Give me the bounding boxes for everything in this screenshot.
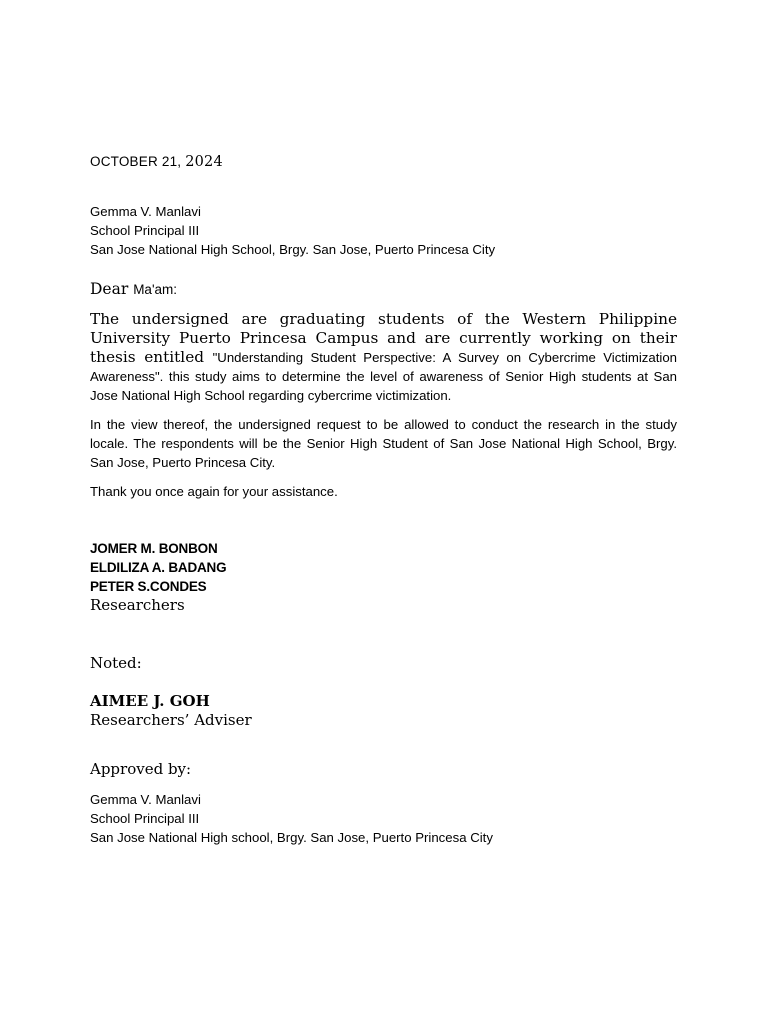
date-month-day: OCTOBER 21, [90,154,186,169]
adviser-block [90,692,252,730]
adviser-name: AIMEE J. GOH [90,692,210,710]
date-year: 2024 [185,154,223,170]
body-paragraph-1 [90,310,677,405]
salutation-maam: Ma'am: [133,282,178,297]
approver-address: San Jose National High school, Brgy. San Jose, Puerto Princesa City [90,830,493,845]
researcher-name: JOMER M. BONBON [90,541,218,556]
recipient-block [90,202,495,259]
researchers-block [90,539,226,615]
noted-label: Noted: [90,654,142,672]
paragraph-1-intro: The undersigned are graduating students of the Western Philippine University Puerto Princesa Campus and are currently working on their thesis entitled [90,310,677,366]
recipient-name: Gemma V. Manlavi [90,204,201,219]
adviser-role: Researchers’ Adviser [90,711,252,729]
paragraph-1-thesis: "Understanding Student Perspective: A Survey on Cybercrime Victimization Awareness". this study aims to determine the level of awareness of Senior High students at San Jose National High School regarding cybercrime victimization. [90,350,677,403]
recipient-address: San Jose National High School, Brgy. San Jose, Puerto Princesa City [90,242,496,257]
researcher-name: PETER S.CONDES [90,579,207,594]
letter-page [90,0,677,1024]
approver-title: School Principal III [90,811,200,826]
body-paragraph-3: Thank you once again for your assistance. [90,484,338,499]
approved-by-label: Approved by: [90,760,192,778]
salutation [90,280,177,298]
letter-date [90,154,223,170]
researchers-role: Researchers [90,596,185,614]
recipient-title: School Principal III [90,223,200,238]
researcher-name: ELDILIZA A. BADANG [90,560,227,575]
salutation-dear: Dear [90,280,134,298]
approver-block [90,790,493,847]
body-paragraph-2: In the view thereof, the undersigned request to be allowed to conduct the research in the study locale. The respondents will be the Senior High Student of San Jose National High School, Brgy. San Jose, Puerto Princesa City. [90,417,677,470]
approver-name: Gemma V. Manlavi [90,792,201,807]
